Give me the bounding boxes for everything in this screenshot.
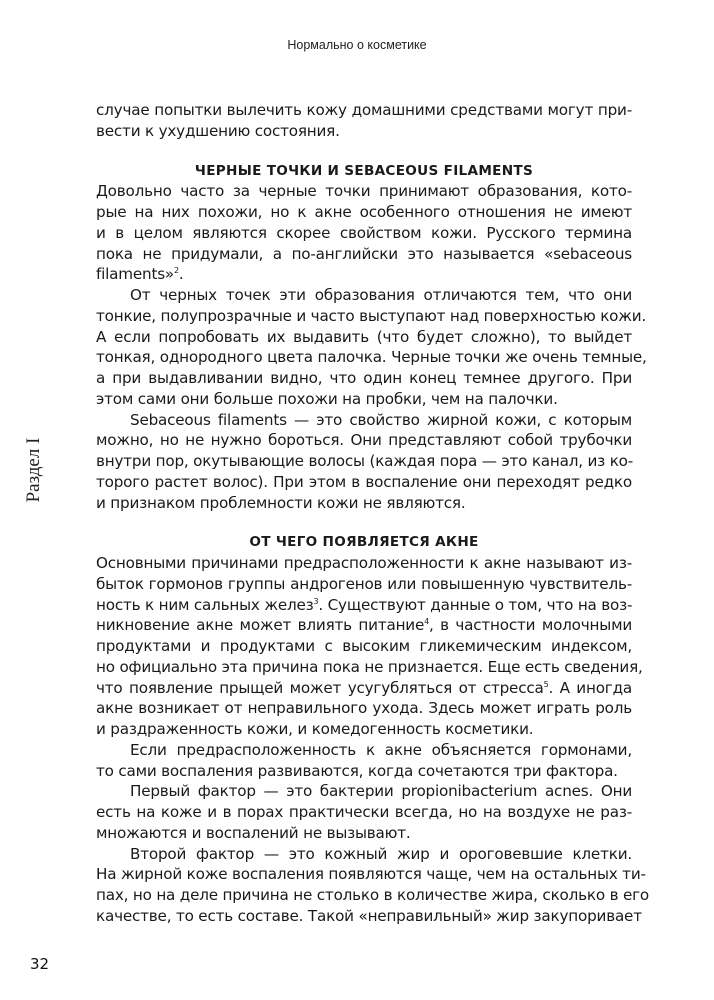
text-line: есть на коже и в порах практически всегда, но на воздухе не раз- [96,803,632,821]
text-line: Первый фактор — это бактерии propionibacterium acnes. Они [130,782,632,801]
text-fragment: ность к ним сальных желез [96,595,314,614]
paragraph [96,181,632,285]
text-line: вести к ухудшению состояния. [96,121,340,140]
body-text [96,100,649,927]
section-side-tab: Раздел I [23,437,44,503]
text-line: можно, но не нужно бороться. Они представляют собой трубочки [96,431,632,450]
paragraph [96,285,647,410]
text-line: От черных точек эти образования отличаются тем, что они [130,286,632,304]
text-line: пах, но на деле причина не столько в количестве жира, сколько в его [96,886,649,904]
text-line [96,264,632,285]
text-line: но официально эта причина пока не признается. Еще есть сведения, [96,657,643,676]
text-line: то сами воспаления развиваются, когда сочетаются три фактора. [96,761,618,780]
text-fragment: . А иногда [548,678,632,697]
footnote-ref: 2 [174,266,179,276]
text-fragment: filaments» [96,265,175,284]
paragraph [96,844,649,927]
intro-paragraph [96,100,632,142]
text-fragment: . Существуют данные о том, что на воз- [318,595,633,614]
footnote-ref: 3 [313,596,319,606]
text-line [96,595,632,616]
text-line: а при выдавливании видно, что один конец темнее другого. При [96,369,632,387]
text-line: На жирной коже воспаления появляются чаще, чем на остальных ти- [96,865,646,884]
paragraph [96,410,632,514]
text-line: Sebaceous filaments — это свойство жирной кожи, с которым [130,410,632,429]
text-line: тонкие, полупрозрачные и часто выступают над поверхностью кожи. [96,306,647,325]
text-line: торого растет волос). При этом в воспаление они переходят редко [96,472,632,491]
text-line: и признаком проблемности кожи не являются. [96,493,466,512]
text-line: быток гормонов группы андрогенов или повышенную чувствитель- [96,574,632,593]
text-line [96,615,632,636]
page-number: 32 [30,955,50,973]
running-head: Нормально о косметике [287,38,427,52]
text-line: Довольно часто за черные точки принимают образования, кото- [96,182,632,201]
text-line: множаются и воспалений не вызывают. [96,823,411,842]
text-line: и в целом являются скорее свойством кожи. Русского термина [96,223,632,242]
text-line: пока не придумали, а по-английски это называется «sebaceous [96,244,632,263]
text-fragment: . [178,265,184,284]
text-fragment: что появление прыщей может усугубляться от стресса [96,678,544,697]
text-line: случае попытки вылечить кожу домашними средствами могут при- [96,101,632,119]
footnote-ref: 4 [424,617,430,627]
paragraph [96,740,632,782]
text-line: Второй фактор — это кожный жир и ороговевшие клетки. [130,844,632,863]
text-fragment: , в частности молочными [429,616,632,635]
text-line: внутри пор, окутывающие волосы (каждая пора — это канал, из ко- [96,452,634,470]
text-line: и раздраженность кожи, и комедогенность косметики. [96,720,534,738]
text-line: рые на них похожи, но к акне особенного отношения не имеют [96,203,632,221]
text-line: Основными причинами предрасположенности к акне называют из- [96,554,632,572]
text-line [96,678,632,699]
section-heading-acne-causes: ОТ ЧЕГО ПОЯВЛЯЕТСЯ АКНЕ [249,534,479,551]
text-line: качестве, то есть составе. Такой «неправильный» жир закупоривает [96,906,642,925]
text-fragment: никновение акне может влиять питание [96,616,425,635]
paragraph [96,781,632,843]
paragraph [96,553,643,740]
text-line: продуктами и продуктами с высоким гликемическим индексом, [96,637,632,655]
text-line: А если попробовать их выдавить (что будет сложно), то выйдет [96,327,632,346]
footnote-ref: 5 [543,679,549,689]
text-line: Если предрасположенность к акне объясняется гормонами, [130,740,632,759]
text-line: акне возникает от неправильного ухода. Здесь может играть роль [96,699,632,718]
section-heading-blackheads: ЧЕРНЫЕ ТОЧКИ И SEBACEOUS FILAMENTS [194,162,534,179]
text-line: этом сами они больше похожи на пробки, чем на палочки. [96,389,558,408]
text-line: тонкая, однородного цвета палочка. Черные точки же очень темные, [96,348,647,367]
